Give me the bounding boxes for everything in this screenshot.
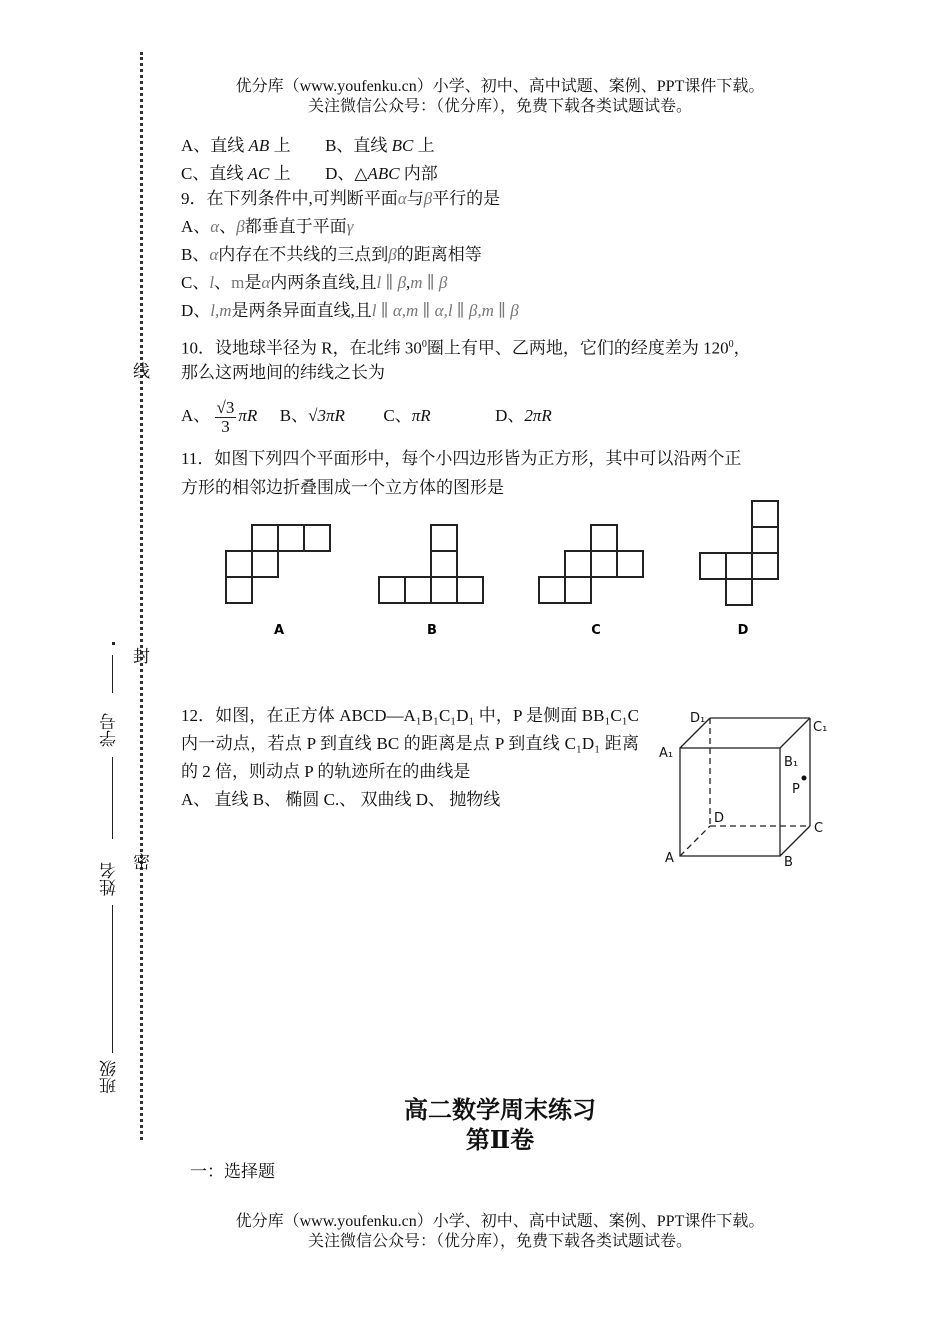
q9-option-c: C、l、m是α内两条直线,且l ∥ β,m ∥ β <box>181 273 448 292</box>
label-a: A <box>665 851 674 866</box>
header-line-1: 优分库（www.youfenku.cn）小学、初中、高中试题、案例、PPT课件下载。 <box>235 78 765 95</box>
binding-dotted-line <box>140 52 143 1140</box>
header-bottom <box>160 1212 840 1252</box>
footer-line-2: 关注微信公众号：（优分库），免费下载各类试题试卷。 <box>307 1233 692 1250</box>
net-d-label: D <box>737 623 749 638</box>
net-b <box>379 525 483 603</box>
q11-stem-line-2: 方形的相邻边折叠围成一个立方体的图形是 <box>181 478 504 497</box>
student-no-underline <box>112 655 113 693</box>
q9-option-b: B、α内存在不共线的三点到β的距离相等 <box>181 245 482 264</box>
class-underline <box>112 905 113 1053</box>
label-c1: C₁ <box>813 720 828 735</box>
cube-front-face <box>680 748 780 856</box>
q8-row-2: C、直线 AC 上 D、△ABC 内部 <box>181 164 438 183</box>
binding-seal-char: 封 <box>133 647 150 666</box>
net-a-label: A <box>273 623 285 638</box>
label-d1: D₁ <box>690 711 706 726</box>
binding-line-char: 线 <box>133 362 150 381</box>
footer-line-1: 优分库（www.youfenku.cn）小学、初中、高中试题、案例、PPT课件下载。 <box>235 1213 765 1230</box>
q9-stem: 9．在下列条件中,可判断平面α与β平行的是 <box>181 189 501 208</box>
q12-options: A、 直线 B、 椭圆 C.、 双曲线 D、 抛物线 <box>181 790 501 809</box>
header-top <box>160 77 840 117</box>
student-no-label: 学号 <box>100 713 119 747</box>
section-label: 一：选择题 <box>190 1162 275 1181</box>
exam-title: 高二数学周末练习 <box>404 1098 596 1124</box>
q10-stem-line-2: 那么这两地间的纬线之长为 <box>181 363 385 382</box>
q10-stem: 10．设地球半径为 R，在北纬 $30^0$圈上有甲、乙两地，它们的经度差为 $120^0$， <box>181 338 751 358</box>
net-c-label: C <box>591 623 601 638</box>
q10-fraction: $\frac{√3}{3}$ <box>216 397 235 436</box>
binding-dot <box>112 642 115 645</box>
exam-subtitle: 第Ⅱ卷 <box>465 1128 535 1154</box>
q9-option-d: D、l,m是两条异面直线,且l ∥ α,m ∥ α,l ∥ β,m ∥ β <box>181 301 519 320</box>
q12-cube-figure <box>650 700 850 880</box>
q12-text: 12．如图，在正方体 ABCD—A₁B₁C₁D₁ 中，P 是侧面 BB₁C₁C 内一动点，若点 P 到直线 BC 的距离是点 P 到直线 C₁D₁ 距离的 2 倍，则动点 P 的轨迹所在的曲线是 <box>181 706 639 781</box>
name-underline <box>112 757 113 839</box>
net-c <box>539 525 643 603</box>
q8-row-1: A、直线 AB 上 B、直线 BC 上 <box>181 136 435 155</box>
net-a <box>226 525 330 603</box>
net-d <box>700 501 778 605</box>
q11-stem-line-1: 11．如图下列四个平面形中，每个小四边形皆为正方形，其中可以沿两个正 <box>181 449 742 468</box>
label-p: P <box>792 782 800 797</box>
header-line-2: 关注微信公众号：（优分库），免费下载各类试题试卷。 <box>307 98 692 115</box>
label-b1: B₁ <box>784 755 799 770</box>
q10-options: A、 $\frac{√3}{3}$ πR B、√3πR C、πR D、2πR <box>181 397 552 436</box>
label-c: C <box>814 821 824 836</box>
class-label: 班级 <box>100 1060 119 1094</box>
point-p-dot <box>802 776 807 781</box>
q11-nets-figure <box>210 495 810 645</box>
name-label: 姓名 <box>100 862 119 896</box>
q9-option-a: A、α、β都垂直于平面γ <box>181 217 354 236</box>
binding-secret-char: 密 <box>133 853 150 872</box>
label-d: D <box>714 811 725 826</box>
label-b: B <box>784 855 793 870</box>
label-a1: A₁ <box>659 746 674 761</box>
net-b-label: B <box>427 623 437 638</box>
